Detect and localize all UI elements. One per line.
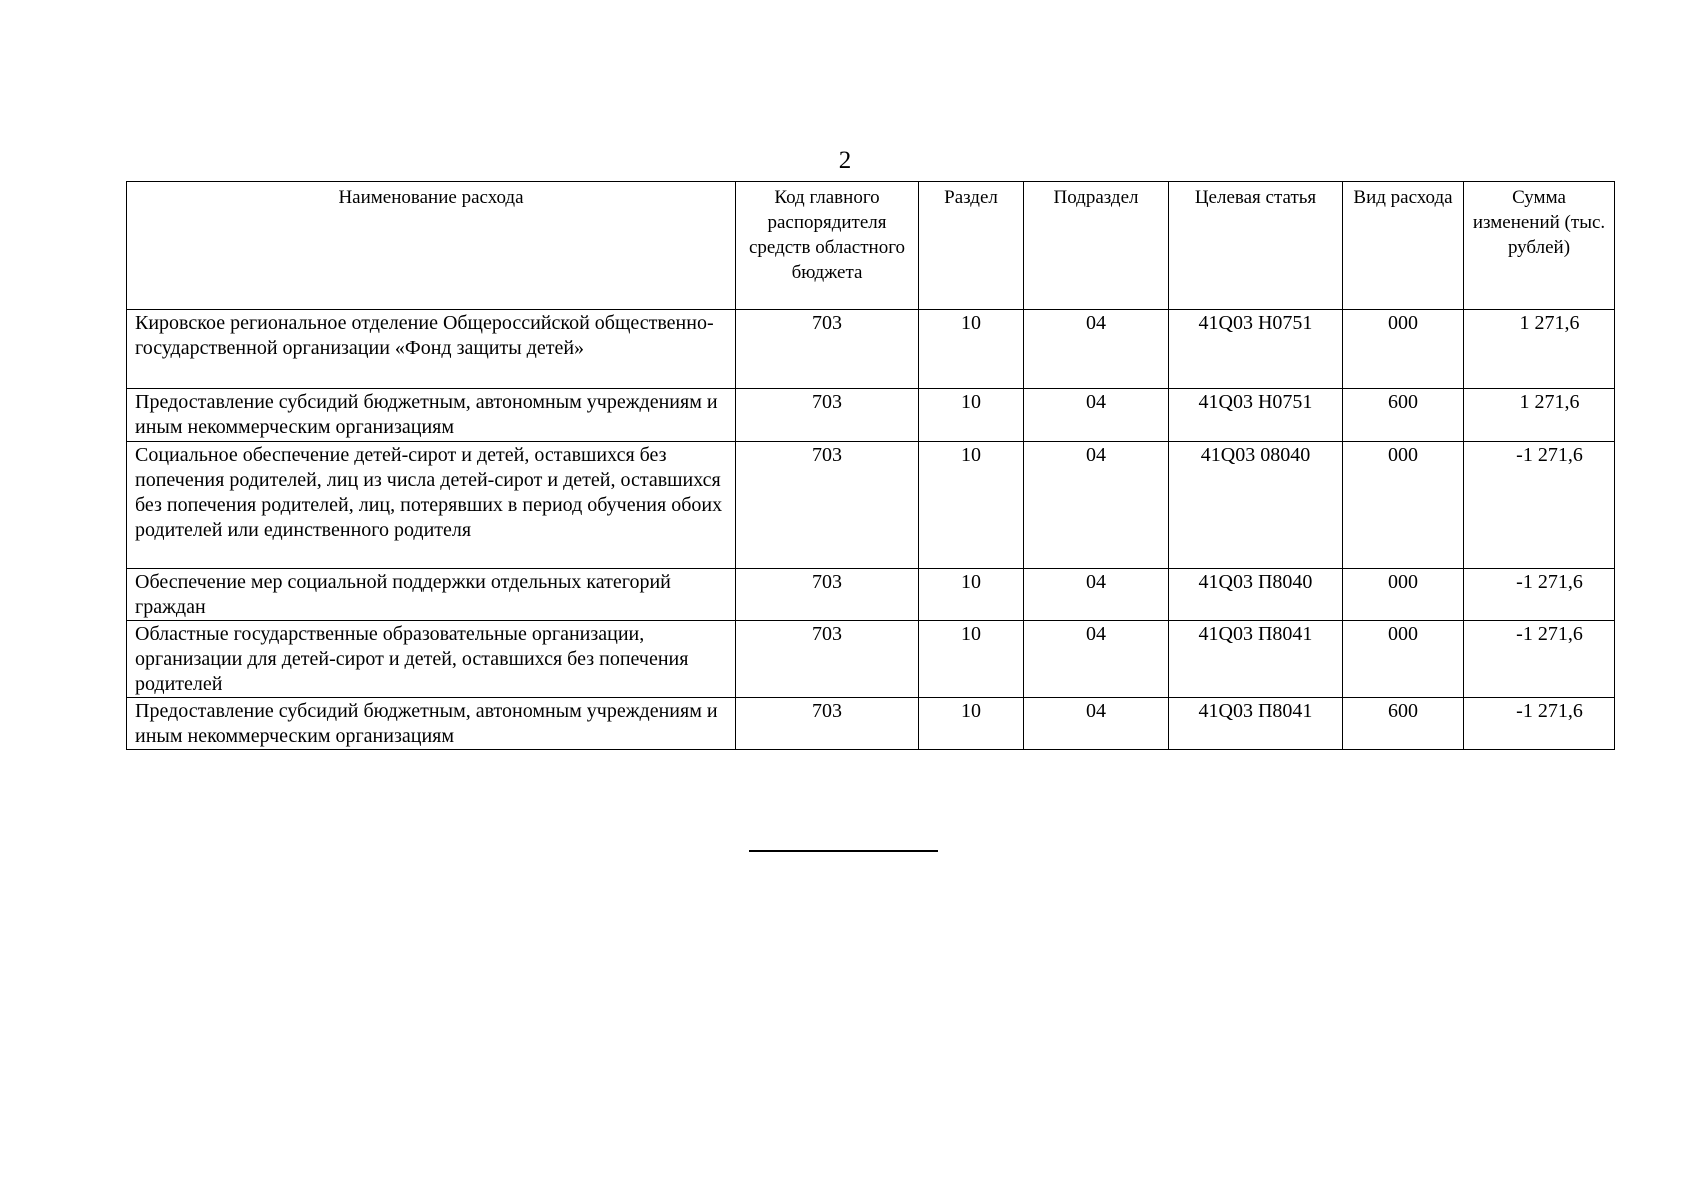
row-type: 000 <box>1343 569 1464 621</box>
table-row <box>127 310 1615 389</box>
row-target: 41Q03 Н0751 <box>1169 310 1343 389</box>
row-section: 10 <box>919 442 1024 569</box>
row-amount: -1 271,6 <box>1464 569 1615 621</box>
row-target: 41Q03 08040 <box>1169 442 1343 569</box>
table-row <box>127 569 1615 621</box>
row-type: 000 <box>1343 442 1464 569</box>
row-subsection: 04 <box>1024 569 1169 621</box>
row-subsection: 04 <box>1024 310 1169 389</box>
row-code: 703 <box>736 621 919 698</box>
row-code: 703 <box>736 310 919 389</box>
row-subsection: 04 <box>1024 621 1169 698</box>
header-name: Наименование расхода <box>127 182 736 310</box>
header-subsection: Подраздел <box>1024 182 1169 310</box>
row-name: Социальное обеспечение детей-сирот и детей, оставшихся без попечения родителей, лиц из числа детей-сирот и детей, оставшихся без попечения родителей, лиц, потерявших в период обучения обоих родителей или единственного родителя <box>127 442 736 569</box>
row-name: Областные государственные образовательные организации, организации для детей-сирот и детей, оставшихся без попечения родителей <box>127 621 736 698</box>
header-type: Вид расхода <box>1343 182 1464 310</box>
row-amount: 1 271,6 <box>1464 389 1615 442</box>
row-target: 41Q03 П8041 <box>1169 621 1343 698</box>
row-code: 703 <box>736 442 919 569</box>
row-amount: -1 271,6 <box>1464 698 1615 750</box>
row-target: 41Q03 П8041 <box>1169 698 1343 750</box>
row-section: 10 <box>919 698 1024 750</box>
row-type: 600 <box>1343 698 1464 750</box>
row-amount: -1 271,6 <box>1464 621 1615 698</box>
row-target: 41Q03 Н0751 <box>1169 389 1343 442</box>
row-subsection: 04 <box>1024 442 1169 569</box>
row-section: 10 <box>919 569 1024 621</box>
row-code: 703 <box>736 389 919 442</box>
table-row <box>127 698 1615 750</box>
row-amount: 1 271,6 <box>1464 310 1615 389</box>
row-type: 600 <box>1343 389 1464 442</box>
table-row <box>127 389 1615 442</box>
row-section: 10 <box>919 389 1024 442</box>
table-header-row <box>127 182 1615 310</box>
header-section: Раздел <box>919 182 1024 310</box>
row-subsection: 04 <box>1024 698 1169 750</box>
row-name: Предоставление субсидий бюджетным, автономным учреждениям и иным некоммерческим организациям <box>127 389 736 442</box>
row-name: Предоставление субсидий бюджетным, автономным учреждениям и иным некоммерческим организациям <box>127 698 736 750</box>
row-name: Кировское региональное отделение Общероссийской общественно-государственной организации «Фонд защиты детей» <box>127 310 736 389</box>
row-target: 41Q03 П8040 <box>1169 569 1343 621</box>
table-row <box>127 621 1615 698</box>
row-amount: -1 271,6 <box>1464 442 1615 569</box>
header-target: Целевая статья <box>1169 182 1343 310</box>
row-section: 10 <box>919 621 1024 698</box>
row-type: 000 <box>1343 621 1464 698</box>
header-code: Код главного распорядителя средств областного бюджета <box>736 182 919 310</box>
row-type: 000 <box>1343 310 1464 389</box>
table-row <box>127 442 1615 569</box>
budget-changes-table <box>126 181 1615 750</box>
header-amount: Сумма изменений (тыс. рублей) <box>1464 182 1615 310</box>
row-code: 703 <box>736 698 919 750</box>
page-number: 2 <box>838 147 852 174</box>
end-of-document-rule <box>749 850 938 852</box>
row-section: 10 <box>919 310 1024 389</box>
row-name: Обеспечение мер социальной поддержки отдельных категорий граждан <box>127 569 736 621</box>
row-code: 703 <box>736 569 919 621</box>
row-subsection: 04 <box>1024 389 1169 442</box>
